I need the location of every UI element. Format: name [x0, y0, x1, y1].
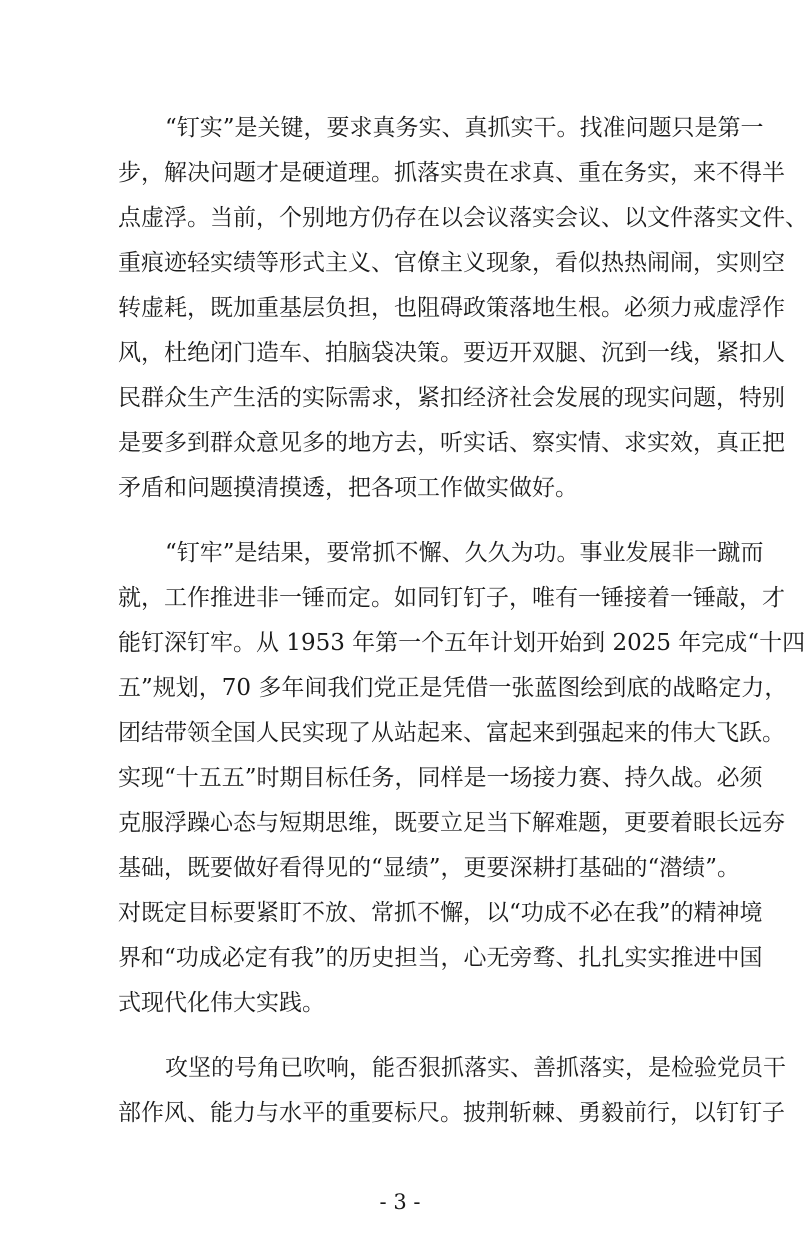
paragraph-line: 式现代化伟大实践。 [118, 990, 325, 1016]
paragraph-line: 团结带领全国人民实现了从站起来、富起来到强起来的伟大飞跃。 [118, 720, 785, 746]
paragraph-line: 对既定目标要紧盯不放、常抓不懈，以“功成不必在我”的精神境 [118, 900, 763, 926]
paragraph-line: 克服浮躁心态与短期思维，既要立足当下解难题，更要着眼长远夯 [118, 810, 785, 836]
paragraph-line: 点虚浮。当前，个别地方仍存在以会议落实会议、以文件落实文件、 [118, 205, 808, 231]
paragraph-line: 能钉深钉牢。从 1953 年第一个五年计划开始到 2025 年完成“十四 [118, 630, 806, 656]
paragraph-line: 基础，既要做好看得见的“显绩”，更要深耕打基础的“潜绩”。 [118, 855, 741, 881]
page-number: - 3 - [379, 1190, 421, 1214]
paragraph-line: 转虚耗，既加重基层负担，也阻碍政策落地生根。必须力戒虚浮作 [118, 295, 785, 321]
paragraph-line: 是要多到群众意见多的地方去，听实话、察实情、求实效，真正把 [118, 430, 785, 456]
paragraph-line: 风，杜绝闭门造车、拍脑袋决策。要迈开双腿、沉到一线，紧扣人 [118, 340, 785, 366]
paragraph-line: “钉实”是关键，要求真务实、真抓实干。找准问题只是第一 [165, 115, 764, 141]
paragraph-line: 民群众生产生活的实际需求，紧扣经济社会发展的现实问题，特别 [118, 385, 785, 411]
paragraph-line: 实现“十五五”时期目标任务，同样是一场接力赛、持久战。必须 [118, 765, 763, 791]
paragraph-line: 步，解决问题才是硬道理。抓落实贵在求真、重在务实，来不得半 [118, 160, 785, 186]
paragraph-line: 攻坚的号角已吹响，能否狠抓落实、善抓落实，是检验党员干 [165, 1055, 786, 1081]
paragraph-line: 重痕迹轻实绩等形式主义、官僚主义现象，看似热热闹闹，实则空 [118, 250, 785, 276]
paragraph-line: 五”规划，70 多年间我们党正是凭借一张蓝图绘到底的战略定力， [118, 675, 788, 701]
paragraph-line: 界和“功成必定有我”的历史担当，心无旁骛、扎扎实实推进中国 [118, 945, 763, 971]
paragraph-line: 部作风、能力与水平的重要标尺。披荆斩棘、勇毅前行，以钉钉子 [118, 1100, 785, 1126]
paragraph-line: 矛盾和问题摸清摸透，把各项工作做实做好。 [118, 475, 578, 501]
paragraph-line: “钉牢”是结果，要常抓不懈、久久为功。事业发展非一蹴而 [165, 540, 764, 566]
paragraph-line: 就，工作推进非一锤而定。如同钉钉子，唯有一锤接着一锤敲，才 [118, 585, 785, 611]
